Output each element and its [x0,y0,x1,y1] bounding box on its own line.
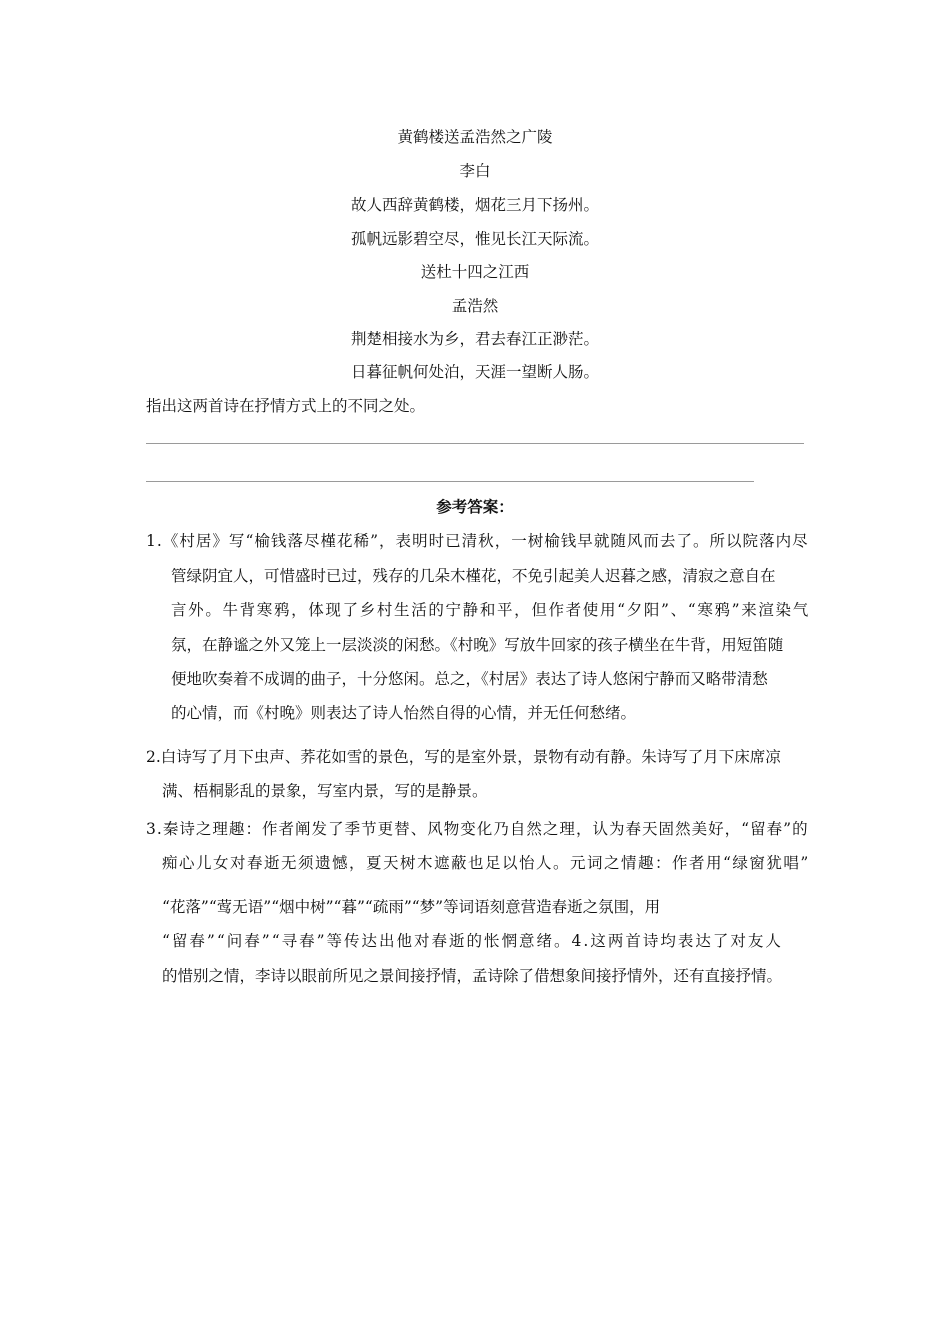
poem2-line-1: 荆楚相接水为乡，君去春江正渺茫。 [350,330,599,348]
answer-line: 便地吹奏着不成调的曲子，十分悠闲。总之，《村居》表达了诗人悠闲宁静而又略带清愁 [171,670,768,688]
answer-line: 满、梧桐影乱的景象，写室内景，写的是静景。 [162,782,488,800]
answer-line: 言外。牛背寒鸦，体现了乡村生活的宁静和平，但作者使用“夕阳”、“寒鸦”来渲染气 [171,601,810,619]
answers-heading: 参考答案： [436,497,514,516]
answer-line: 痴心儿女对春逝无须遗憾，夏天树木遮蔽也足以怡人。元词之情趣：作者用“绿窗犹唱” [162,854,810,872]
poem1-author: 李白 [459,162,491,180]
poem2-author: 孟浩然 [451,297,499,315]
answer-line: 的心情，而《村晚》则表达了诗人怡然自得的心情，并无任何愁绪。 [171,704,637,722]
answer-line: “花落”“莺无语”“烟中树”“暮”“疏雨”“梦”等词语刻意营造春逝之氛围，用 [162,898,661,916]
answer-blank-line-1 [146,443,804,444]
answer-blank-line-2 [146,481,754,482]
poem2-line-2: 日暮征帆何处泊，天涯一望断人肠。 [350,363,599,381]
poem1-line-2: 孤帆远影碧空尽，惟见长江天际流。 [350,230,599,248]
answer-line: 3.秦诗之理趣：作者阐发了季节更替、风物变化乃自然之理，认为春天固然美好，“留春”的 [146,820,809,838]
answer-line: 的惜别之情，李诗以眼前所见之景间接抒情，孟诗除了借想象间接抒情外，还有直接抒情。 [162,967,783,985]
question-text: 指出这两首诗在抒情方式上的不同之处。 [146,397,426,415]
answer-line: 2.白诗写了月下虫声、荞花如雪的景色，写的是室外景，景物有动有静。朱诗写了月下床席凉 [146,748,781,766]
poem1-line-1: 故人西辞黄鹤楼，烟花三月下扬州。 [350,196,599,214]
poem2-title: 送杜十四之江西 [420,263,530,281]
poem1-title: 黄鹤楼送孟浩然之广陵 [397,128,553,146]
answer-line: 氛，在静谧之外又笼上一层淡淡的闲愁。《村晚》写放牛回家的孩子横坐在牛背，用短笛随 [171,636,784,654]
answer-line: 管绿阴宜人，可惜盛时已过，残存的几朵木槿花，不免引起美人迟暮之感，清寂之意自在 [171,567,776,585]
answer-line: 1.《村居》写“榆钱落尽槿花稀”，表明时已清秋，一树榆钱早就随风而去了。所以院落内尽 [146,532,809,550]
answer-line: “留春”“问春”“寻春”等传达出他对春逝的怅惘意绪。4.这两首诗均表达了对友人 [162,932,783,950]
